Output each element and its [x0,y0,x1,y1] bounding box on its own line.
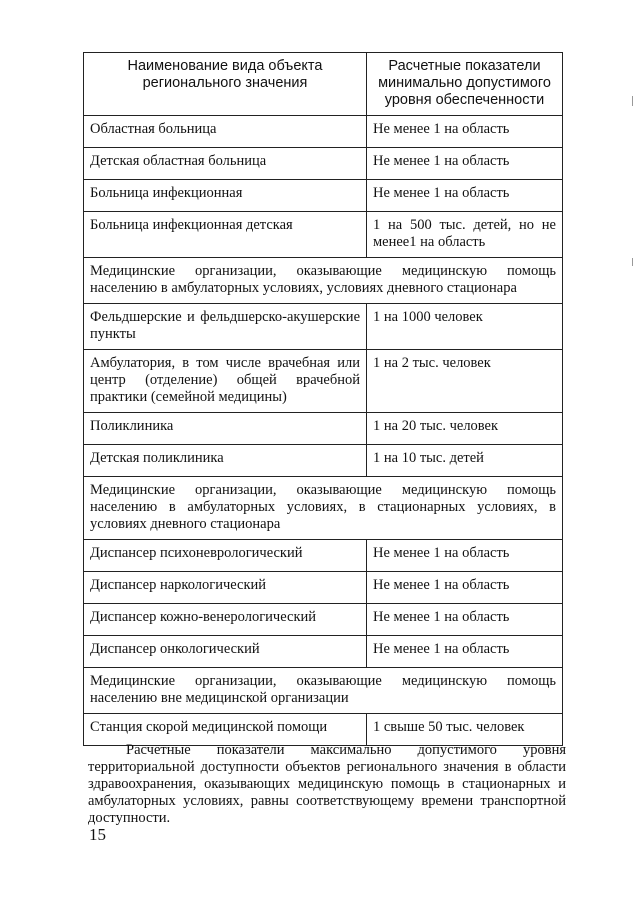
row-object-name: Амбулатория, в том числе врачебная или центр (отделение) общей врачебной практики (семейной медицины) [84,350,367,413]
section-row [84,477,563,540]
row-indicator-value: 1 свыше 50 тыс. человек [367,714,563,746]
section-heading: Медицинские организации, оказывающие медицинскую помощь населению в амбулаторных условиях, в стационарных условиях, в условиях дневного стационара [84,477,563,540]
section-row [84,668,563,714]
table-row [84,604,563,636]
header-object-type: Наименование вида объекта регионального значения [84,53,367,116]
row-object-name: Детская поликлиника [84,445,367,477]
row-object-name: Станция скорой медицинской помощи [84,714,367,746]
row-indicator-value: 1 на 20 тыс. человек [367,413,563,445]
row-indicator-value: Не менее 1 на область [367,180,563,212]
row-object-name: Больница инфекционная детская [84,212,367,258]
table-row [84,304,563,350]
header-indicator: Расчетные показатели минимально допустимого уровня обеспеченности [367,53,563,116]
footer-paragraph: Расчетные показатели максимально допустимого уровня территориальной доступности объектов регионального значения в области здравоохранения, оказывающих медицинскую помощь в стационарных и амбулаторных условиях, равны соответствующему времени транспортной доступности. [88,742,566,826]
table-row [84,350,563,413]
table-row [84,445,563,477]
row-object-name: Диспансер психоневрологический [84,540,367,572]
row-indicator-value: Не менее 1 на область [367,604,563,636]
row-object-name: Фельдшерские и фельдшерско-акушерские пункты [84,304,367,350]
row-object-name: Диспансер наркологический [84,572,367,604]
table-row [84,636,563,668]
table-row [84,180,563,212]
row-object-name: Больница инфекционная [84,180,367,212]
row-indicator-value: 1 на 10 тыс. детей [367,445,563,477]
row-indicator-value: 1 на 2 тыс. человек [367,350,563,413]
standards-table [83,52,563,746]
row-indicator-value: Не менее 1 на область [367,116,563,148]
row-object-name: Детская областная больница [84,148,367,180]
row-object-name: Поликлиника [84,413,367,445]
scan-artifact-mark [632,258,633,266]
page-number: 15 [89,825,106,844]
table-row [84,413,563,445]
section-heading: Медицинские организации, оказывающие медицинскую помощь населению вне медицинской организации [84,668,563,714]
table-row [84,572,563,604]
row-object-name: Диспансер кожно-венерологический [84,604,367,636]
scan-artifact-mark [632,96,633,106]
row-indicator-value: 1 на 500 тыс. детей, но не менее1 на область [367,212,563,258]
row-object-name: Диспансер онкологический [84,636,367,668]
table-row [84,540,563,572]
table-row [84,714,563,746]
row-indicator-value: Не менее 1 на область [367,636,563,668]
table-row [84,116,563,148]
table-row [84,212,563,258]
table-row [84,148,563,180]
row-indicator-value: Не менее 1 на область [367,148,563,180]
section-heading: Медицинские организации, оказывающие медицинскую помощь населению в амбулаторных условиях, условиях дневного стационара [84,258,563,304]
row-indicator-value: Не менее 1 на область [367,540,563,572]
row-object-name: Областная больница [84,116,367,148]
row-indicator-value: 1 на 1000 человек [367,304,563,350]
section-row [84,258,563,304]
row-indicator-value: Не менее 1 на область [367,572,563,604]
